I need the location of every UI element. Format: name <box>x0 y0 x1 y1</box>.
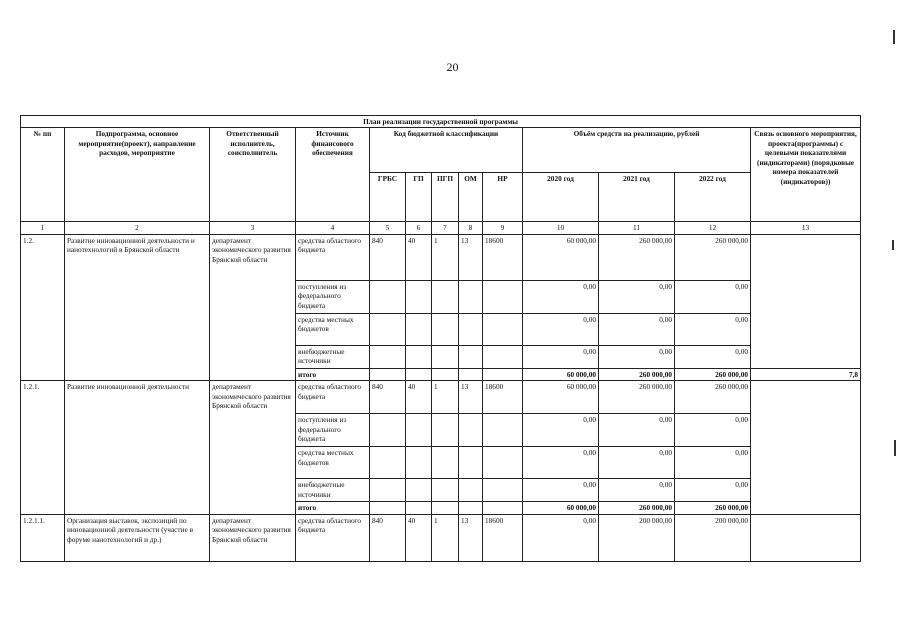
cell-link <box>751 234 861 368</box>
cell-2021: 0,00 <box>599 313 675 345</box>
header-num: № пп <box>21 128 65 222</box>
cell-pgp: 1 <box>432 234 459 280</box>
cell-nr: 18600 <box>483 514 523 561</box>
row-name: Развитие инновационной деятельности и нанотехнологий в Брянской области <box>65 234 210 380</box>
row-source: средства областного бюджета <box>296 514 370 561</box>
column-number: 10 <box>523 222 599 234</box>
cell-2022: 0,00 <box>675 313 751 345</box>
column-number: 7 <box>432 222 459 234</box>
total-2020: 60 000,00 <box>523 368 599 380</box>
scan-mark <box>892 240 894 250</box>
cell-pgp: 1 <box>432 514 459 561</box>
cell-2020: 0,00 <box>523 447 599 479</box>
scan-mark <box>893 30 895 44</box>
table-row <box>21 234 861 280</box>
table-row <box>21 514 861 561</box>
header-pgp: ПГП <box>432 173 459 222</box>
cell-gp: 40 <box>406 234 432 280</box>
cell-2021: 0,00 <box>599 447 675 479</box>
cell-om: 13 <box>459 381 483 414</box>
cell-2022: 0,00 <box>675 479 751 502</box>
cell-pgp: 1 <box>432 381 459 414</box>
header-2021: 2021 год <box>599 173 675 222</box>
cell-2020: 0,00 <box>523 479 599 502</box>
column-number: 3 <box>210 222 296 234</box>
page-number: 20 <box>446 60 459 74</box>
header-om: ОМ <box>459 173 483 222</box>
row-source: поступления из федерального бюджета <box>296 280 370 313</box>
cell-link <box>751 381 861 514</box>
table-title: План реализации государственной программы <box>21 116 861 128</box>
row-source: средства областного бюджета <box>296 381 370 414</box>
header-nr: НР <box>483 173 523 222</box>
cell-2020: 0,00 <box>523 514 599 561</box>
header-budget-code: Код бюджетной классификации <box>370 128 523 173</box>
cell-2021: 260 000,00 <box>599 234 675 280</box>
cell-2020: 0,00 <box>523 414 599 447</box>
header-executor: Ответственный исполнитель, соисполнитель <box>210 128 296 222</box>
cell-2020: 60 000,00 <box>523 381 599 414</box>
row-name: Организация выставок, экспозиций по инновационной деятельности (участие в форуме нанотехнологий и др.) <box>65 514 210 561</box>
row-source: поступления из федерального бюджета <box>296 414 370 447</box>
cell-om: 13 <box>459 234 483 280</box>
total-link: 7,8 <box>751 368 861 380</box>
cell-2022: 0,00 <box>675 280 751 313</box>
row-executor: департамент экономического развития Брянской области <box>210 234 296 380</box>
cell-2022: 0,00 <box>675 345 751 368</box>
row-source: средства местных бюджетов <box>296 447 370 479</box>
header-source: Источник финансового обеспечения <box>296 128 370 222</box>
row-num: 1.2. <box>21 234 65 380</box>
column-number: 9 <box>483 222 523 234</box>
row-source: внебюджетные источники <box>296 479 370 502</box>
scan-mark <box>894 440 896 456</box>
cell-2020: 0,00 <box>523 280 599 313</box>
column-number: 2 <box>65 222 210 234</box>
header-grbs: ГРБС <box>370 173 406 222</box>
row-source: средства областного бюджета <box>296 234 370 280</box>
total-2022: 260 000,00 <box>675 502 751 514</box>
cell-grbs: 840 <box>370 381 406 414</box>
header-gp: ГП <box>406 173 432 222</box>
cell-2021: 0,00 <box>599 479 675 502</box>
cell-2021: 0,00 <box>599 345 675 368</box>
column-number: 5 <box>370 222 406 234</box>
row-executor: департамент экономического развития Брянской области <box>210 381 296 514</box>
cell-grbs: 840 <box>370 234 406 280</box>
header-volume: Объём средств на реализацию, рублей <box>523 128 751 173</box>
header-2022: 2022 год <box>675 173 751 222</box>
column-number: 12 <box>675 222 751 234</box>
total-2021: 260 000,00 <box>599 502 675 514</box>
column-number-row <box>21 222 861 234</box>
row-num: 1.2.1.1. <box>21 514 65 561</box>
column-number: 4 <box>296 222 370 234</box>
cell-grbs: 840 <box>370 514 406 561</box>
cell-2021: 260 000,00 <box>599 381 675 414</box>
row-source: средства местных бюджетов <box>296 313 370 345</box>
cell-link <box>751 514 861 561</box>
cell-2021: 0,00 <box>599 414 675 447</box>
row-total-label: итого <box>296 368 370 380</box>
cell-2022: 260 000,00 <box>675 381 751 414</box>
total-2020: 60 000,00 <box>523 502 599 514</box>
column-number: 13 <box>751 222 861 234</box>
column-number: 6 <box>406 222 432 234</box>
total-2021: 260 000,00 <box>599 368 675 380</box>
total-2022: 260 000,00 <box>675 368 751 380</box>
row-num: 1.2.1. <box>21 381 65 514</box>
row-executor: департамент экономического развития Брянской области <box>210 514 296 561</box>
program-plan-table <box>20 115 861 562</box>
row-source: внебюджетные источники <box>296 345 370 368</box>
header-name: Подпрограмма, основное мероприятие(проект), направление расходов, мероприятие <box>65 128 210 222</box>
table-row <box>21 381 861 414</box>
cell-gp: 40 <box>406 381 432 414</box>
cell-2022: 0,00 <box>675 447 751 479</box>
column-number: 8 <box>459 222 483 234</box>
cell-2022: 260 000,00 <box>675 234 751 280</box>
cell-nr: 18600 <box>483 381 523 414</box>
cell-om: 13 <box>459 514 483 561</box>
header-2020: 2020 год <box>523 173 599 222</box>
cell-nr: 18600 <box>483 234 523 280</box>
column-number: 11 <box>599 222 675 234</box>
cell-2022: 0,00 <box>675 414 751 447</box>
row-name: Развитие инновационной деятельности <box>65 381 210 514</box>
cell-2022: 200 000,00 <box>675 514 751 561</box>
cell-2020: 60 000,00 <box>523 234 599 280</box>
cell-2021: 200 000,00 <box>599 514 675 561</box>
cell-gp: 40 <box>406 514 432 561</box>
header-link: Связь основного мероприятия, проекта(программы) с целевыми показателями (индикаторами) (порядковые номера показателей (индикаторов)) <box>751 128 861 222</box>
row-total-label: итого <box>296 502 370 514</box>
cell-2020: 0,00 <box>523 345 599 368</box>
column-number: 1 <box>21 222 65 234</box>
cell-2021: 0,00 <box>599 280 675 313</box>
cell-2020: 0,00 <box>523 313 599 345</box>
